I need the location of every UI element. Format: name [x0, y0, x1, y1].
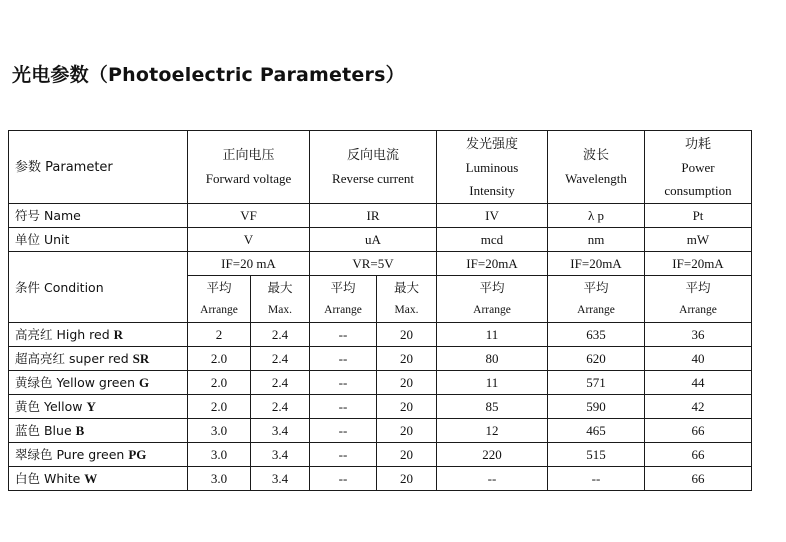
table-cell: --	[310, 443, 377, 467]
table-row	[9, 419, 752, 443]
table-cell: 620	[548, 347, 645, 371]
table-cell: 66	[645, 419, 752, 443]
table-cell: 40	[645, 347, 752, 371]
table-cell: 20	[377, 395, 437, 419]
table-row	[9, 443, 752, 467]
header-row	[9, 131, 752, 204]
symbol-lambda: λ p	[548, 204, 645, 228]
color-name: 翠绿色 Pure green	[15, 447, 129, 462]
sub-pw-typ: 平均 Arrange	[645, 276, 752, 323]
table-row	[9, 467, 752, 491]
table-row	[9, 323, 752, 347]
table-cell: 590	[548, 395, 645, 419]
condition-forward: IF=20 mA	[188, 252, 310, 276]
color-name: 高亮红 High red	[15, 327, 114, 342]
color-name: 超高亮红 super red	[15, 351, 133, 366]
sub-ir-typ: 平均 Arrange	[310, 276, 377, 323]
symbol-vf: VF	[188, 204, 310, 228]
symbol-pt: Pt	[645, 204, 752, 228]
table-cell: 44	[645, 371, 752, 395]
table-cell: --	[310, 323, 377, 347]
table-cell: --	[310, 419, 377, 443]
table-row	[9, 347, 752, 371]
header-reverse-current-cn: 反向电流	[346, 148, 399, 163]
unit-mw: mW	[645, 228, 752, 252]
symbol-ir: IR	[310, 204, 437, 228]
table-cell: 3.4	[251, 443, 310, 467]
header-luminous-intensity	[437, 131, 548, 204]
header-parameter: 参数 Parameter	[9, 131, 188, 204]
sub-wl-typ: 平均 Arrange	[548, 276, 645, 323]
condition-power: IF=20mA	[645, 252, 752, 276]
table-cell: --	[310, 347, 377, 371]
table-cell: --	[310, 371, 377, 395]
table-cell: 66	[645, 467, 752, 491]
header-power-en1: Power	[681, 159, 715, 175]
table-cell: --	[310, 395, 377, 419]
sub-vf-max: 最大 Max.	[251, 276, 310, 323]
table-cell: 2.0	[188, 371, 251, 395]
color-label	[9, 323, 188, 347]
table-cell: 2.4	[251, 371, 310, 395]
table-cell: 36	[645, 323, 752, 347]
table-cell: 3.4	[251, 419, 310, 443]
unit-nm: nm	[548, 228, 645, 252]
color-label	[9, 443, 188, 467]
unit-ua: uA	[310, 228, 437, 252]
symbol-label: 符号 Name	[9, 204, 188, 228]
table-cell: 3.4	[251, 467, 310, 491]
table-cell: 12	[437, 419, 548, 443]
header-forward-voltage-en: Forward voltage	[205, 171, 292, 186]
header-forward-voltage	[188, 131, 310, 204]
condition-reverse: VR=5V	[310, 252, 437, 276]
table-cell: 20	[377, 371, 437, 395]
table-cell: 2.4	[251, 323, 310, 347]
header-reverse-current-en: Reverse current	[332, 171, 414, 186]
header-luminous-en2: Intensity	[469, 182, 515, 198]
color-code: G	[139, 375, 150, 390]
table-cell: --	[548, 467, 645, 491]
table-cell: 515	[548, 443, 645, 467]
table-cell: 2	[188, 323, 251, 347]
table-cell: 2.4	[251, 347, 310, 371]
table-cell: 80	[437, 347, 548, 371]
symbol-row	[9, 204, 752, 228]
color-code: W	[84, 471, 98, 486]
table-cell: 635	[548, 323, 645, 347]
table-cell: 465	[548, 419, 645, 443]
condition-row	[9, 252, 752, 276]
table-row	[9, 371, 752, 395]
table-cell: --	[437, 467, 548, 491]
table-cell: 220	[437, 443, 548, 467]
color-code: Y	[86, 399, 96, 414]
header-forward-voltage-cn: 正向电压	[222, 148, 275, 163]
table-row	[9, 395, 752, 419]
table-cell: 66	[645, 443, 752, 467]
color-name: 白色 White	[15, 471, 85, 486]
color-code: SR	[132, 351, 150, 366]
symbol-iv: IV	[437, 204, 548, 228]
sub-vf-typ: 平均 Arrange	[188, 276, 251, 323]
table-cell: 2.0	[188, 395, 251, 419]
table-cell: 3.0	[188, 443, 251, 467]
header-luminous-cn: 发光强度	[465, 136, 518, 152]
table-cell: 11	[437, 371, 548, 395]
table-cell: 3.0	[188, 419, 251, 443]
condition-label: 条件 Condition	[9, 252, 188, 323]
header-reverse-current	[310, 131, 437, 204]
header-power	[645, 131, 752, 204]
color-label	[9, 347, 188, 371]
color-name: 黄绿色 Yellow green	[15, 375, 140, 390]
table-cell: --	[310, 467, 377, 491]
color-name: 蓝色 Blue	[15, 423, 76, 438]
color-label	[9, 395, 188, 419]
color-name: 黄色 Yellow	[15, 399, 87, 414]
header-luminous-en1: Luminous	[465, 159, 519, 175]
photoelectric-parameters-table	[8, 130, 752, 491]
page-title: 光电参数（Photoelectric Parameters）	[12, 64, 405, 86]
table-body	[9, 131, 752, 491]
table-cell: 2.4	[251, 395, 310, 419]
table-cell: 20	[377, 467, 437, 491]
unit-mcd: mcd	[437, 228, 548, 252]
sub-ir-max: 最大 Max.	[377, 276, 437, 323]
color-label	[9, 371, 188, 395]
condition-luminous: IF=20mA	[437, 252, 548, 276]
unit-row	[9, 228, 752, 252]
header-power-en2: consumption	[664, 182, 732, 198]
condition-wavelength: IF=20mA	[548, 252, 645, 276]
sub-iv-typ: 平均 Arrange	[437, 276, 548, 323]
header-wavelength-cn: 波长	[582, 148, 609, 163]
table-cell: 11	[437, 323, 548, 347]
unit-label: 单位 Unit	[9, 228, 188, 252]
table-cell: 20	[377, 419, 437, 443]
table-cell: 3.0	[188, 467, 251, 491]
table-cell: 20	[377, 347, 437, 371]
table-cell: 85	[437, 395, 548, 419]
unit-v: V	[188, 228, 310, 252]
color-code: R	[113, 327, 124, 342]
table-cell: 42	[645, 395, 752, 419]
table-cell: 20	[377, 323, 437, 347]
color-label	[9, 467, 188, 491]
header-power-cn: 功耗	[684, 136, 711, 152]
color-label	[9, 419, 188, 443]
color-code: B	[75, 423, 85, 438]
table-cell: 571	[548, 371, 645, 395]
header-wavelength-en: Wavelength	[565, 171, 627, 186]
table-cell: 2.0	[188, 347, 251, 371]
table-cell: 20	[377, 443, 437, 467]
color-code: PG	[128, 447, 147, 462]
header-wavelength	[548, 131, 645, 204]
